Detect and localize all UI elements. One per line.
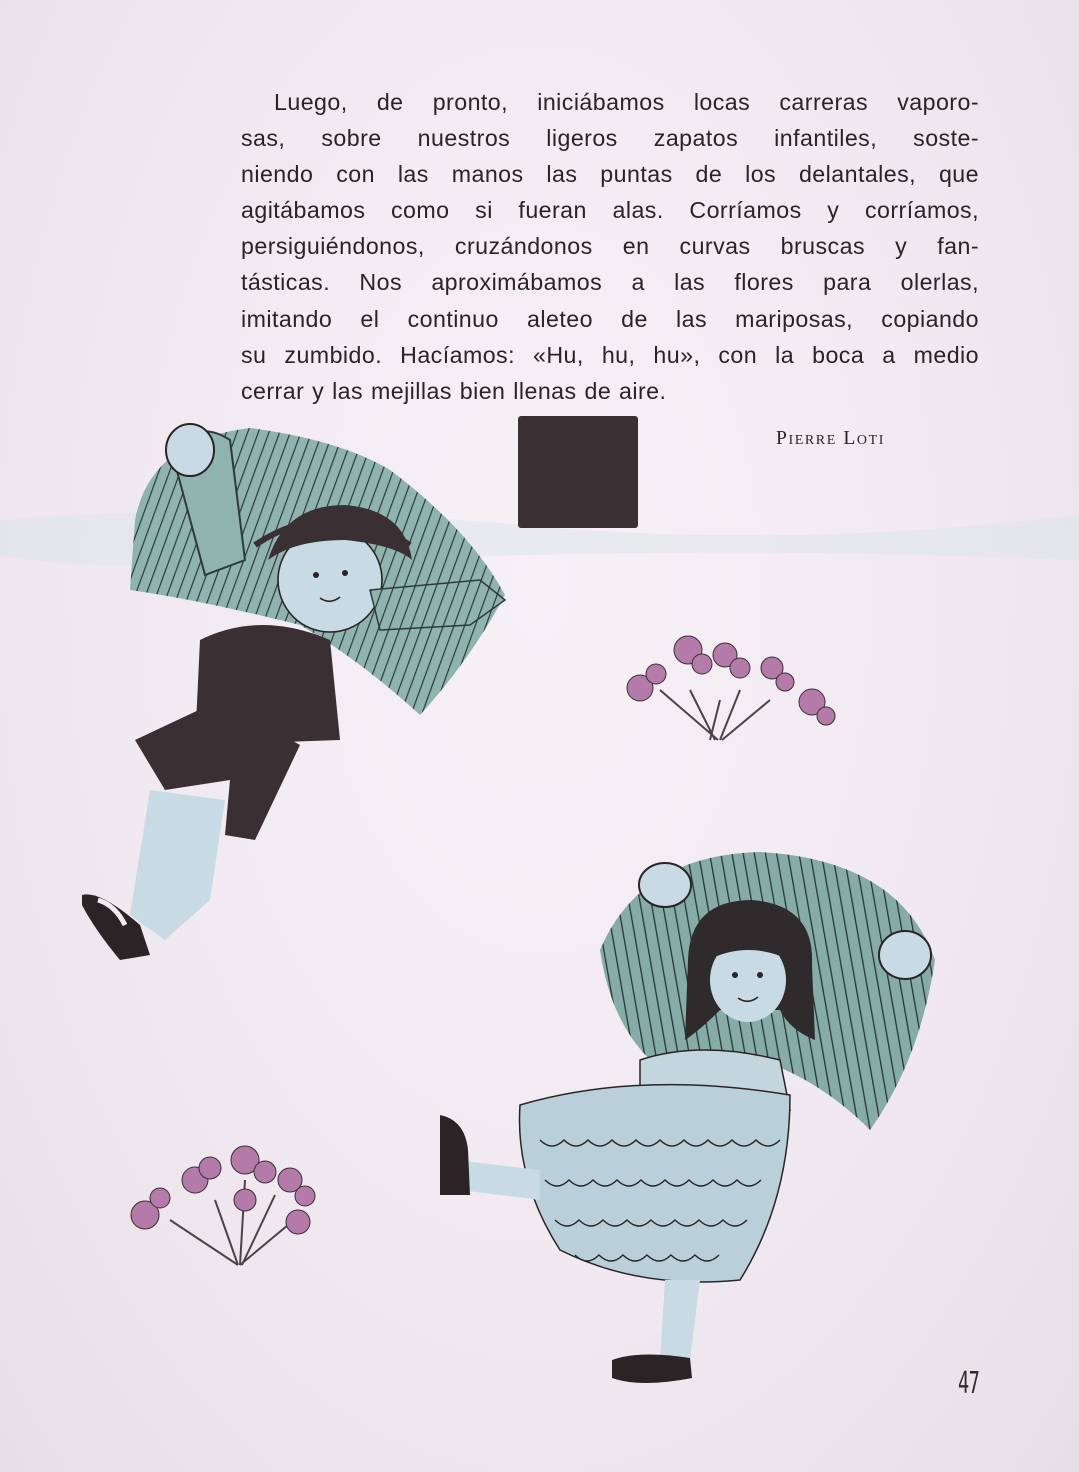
passage-line: agitábamos como si fueran alas. Corríamos y corríamos, [241, 197, 979, 224]
black-square-shape [518, 416, 638, 528]
passage-line: su zumbido. Hacíamos: «Hu, hu, hu», con la boca a medio [241, 341, 979, 368]
boy-left-hand [166, 424, 214, 476]
girl-ruffled-skirt [520, 1085, 791, 1282]
girl-left-hand [639, 863, 691, 907]
author-signature: Pierre Loti [776, 428, 885, 449]
passage-line: tásticas. Nos aproximábamos a las flores para olerlas, [241, 269, 979, 296]
passage-line: sas, sobre nuestros ligeros zapatos infantiles, soste- [241, 125, 979, 152]
page-number: 47 [958, 1366, 980, 1401]
passage-line: Luego, de pronto, iniciábamos locas carreras vaporo- [274, 89, 979, 115]
girl-figure [440, 852, 935, 1383]
girl-shoe-raised [440, 1115, 470, 1195]
passage-line: persiguiéndonos, cruzándonos en curvas bruscas y fan- [241, 233, 979, 260]
flower-bunch-right [627, 636, 835, 740]
passage-line: niendo con las manos las puntas de los delantales, que [241, 161, 979, 188]
passage-line: cerrar y las mejillas bien llenas de aire. [241, 377, 667, 404]
girl-right-hand [879, 931, 931, 979]
flower-bunch-left [131, 1146, 315, 1265]
boy-figure [82, 424, 505, 960]
girl-shoe-standing [612, 1354, 692, 1383]
passage-line: imitando el continuo aleteo de las mariposas, copiando [241, 305, 979, 332]
